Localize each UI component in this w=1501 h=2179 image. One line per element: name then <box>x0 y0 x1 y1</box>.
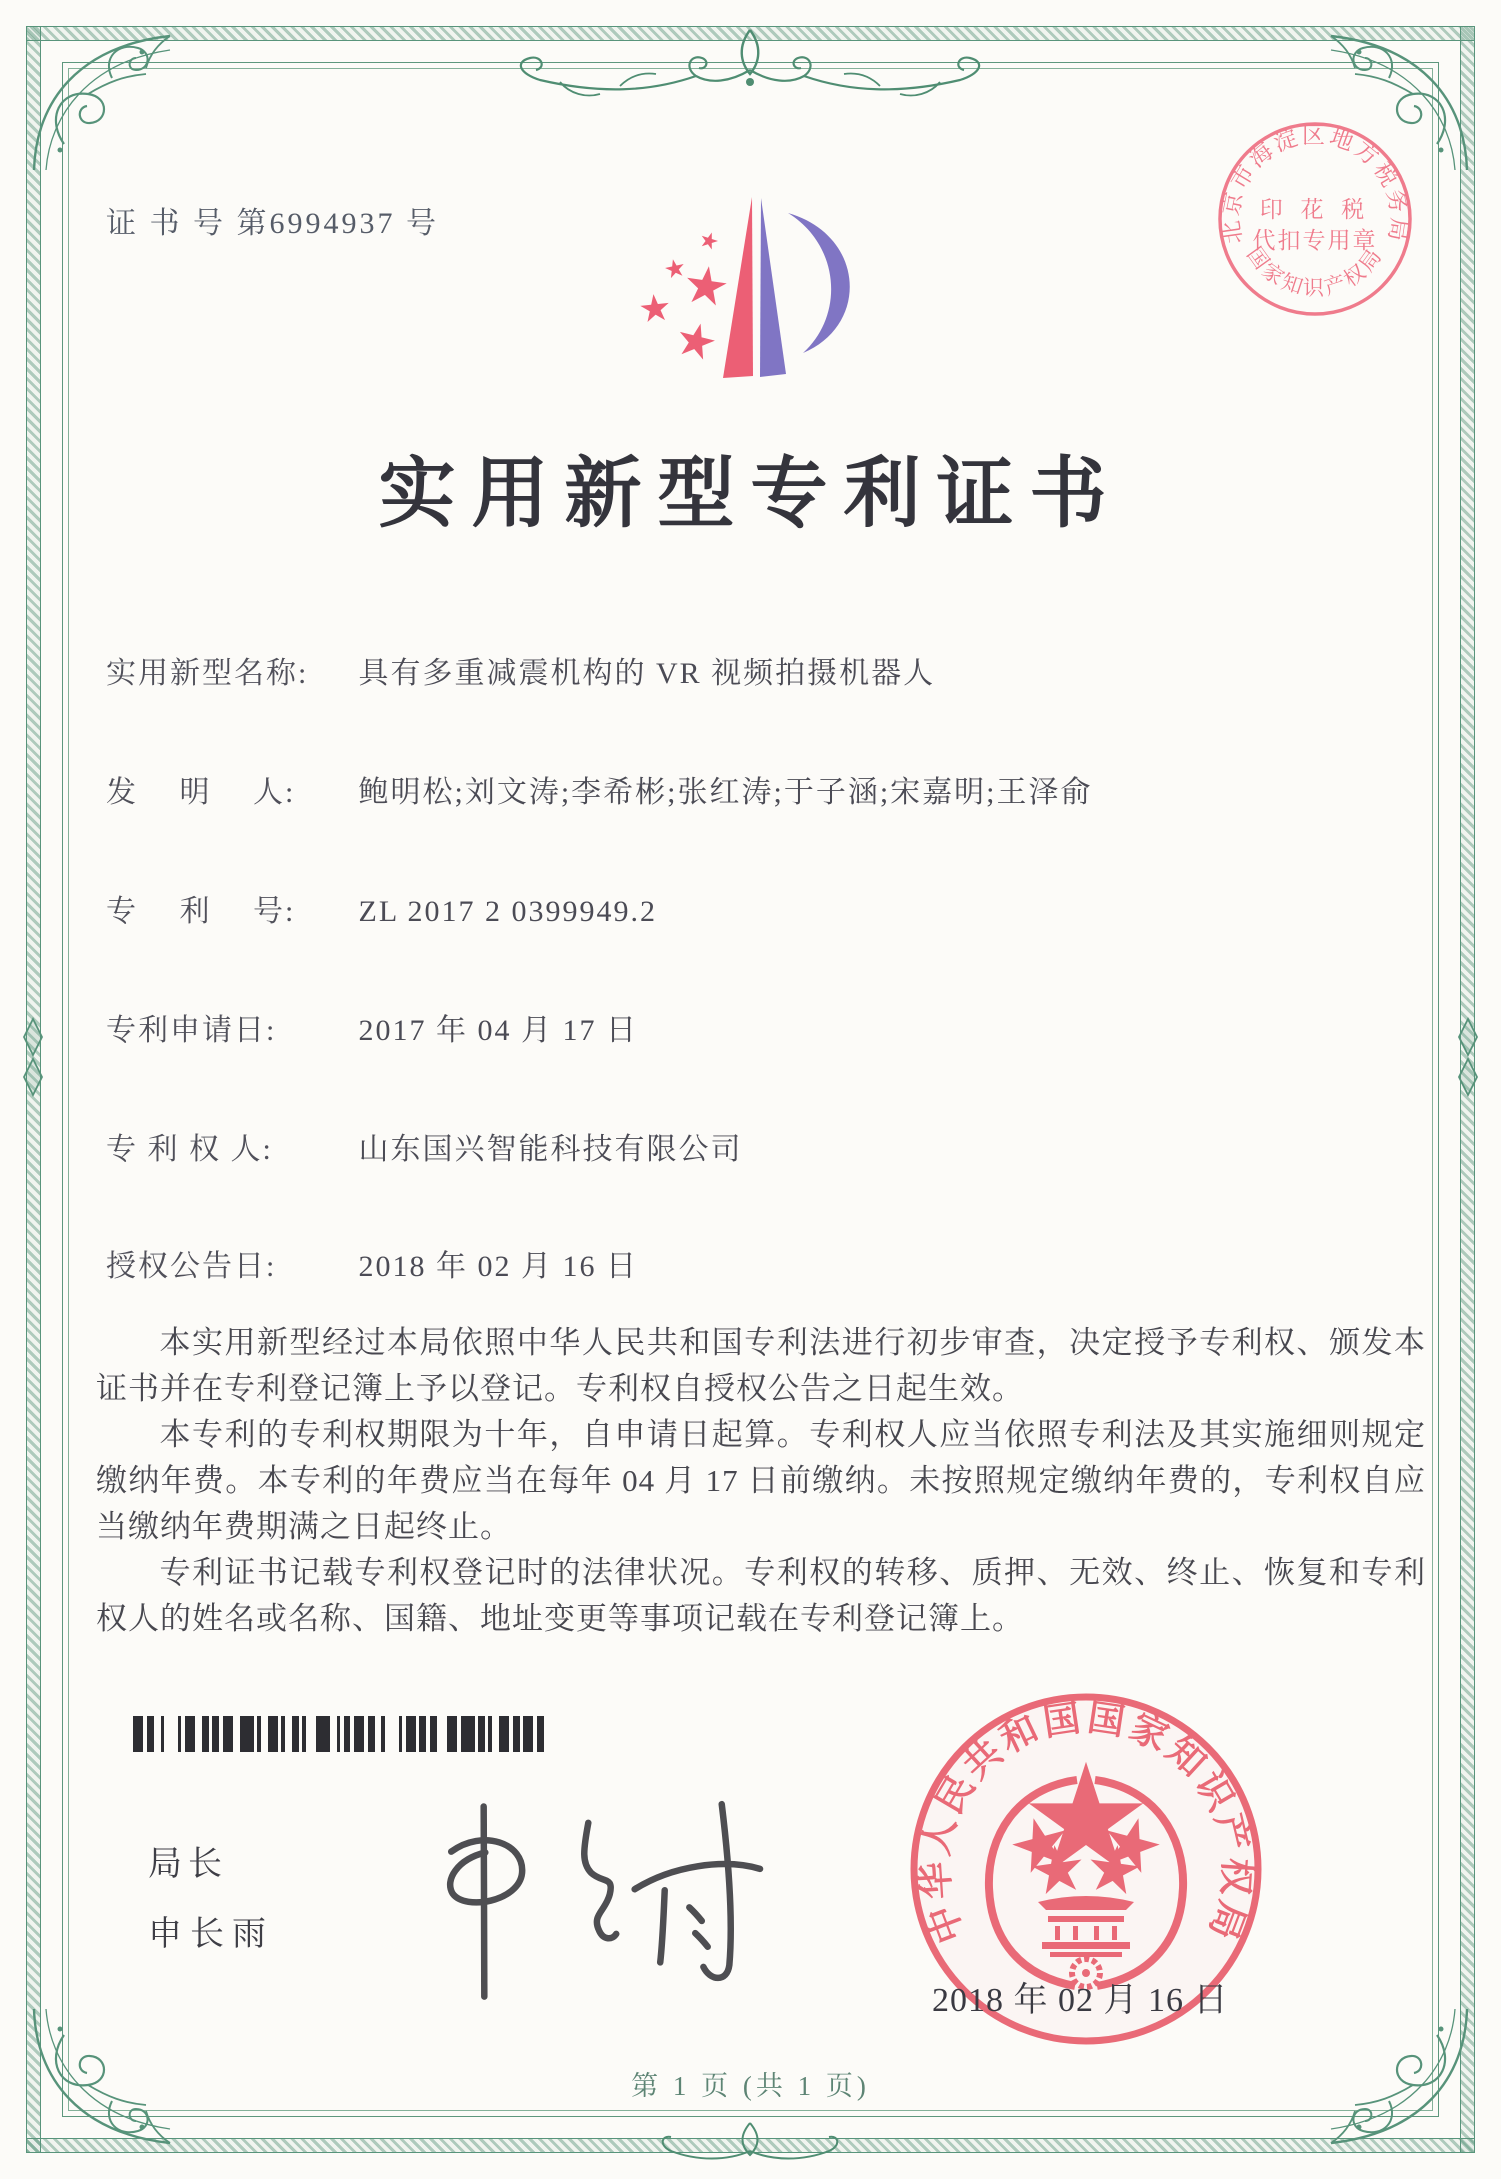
logo-p-bowl <box>788 213 850 353</box>
legal-paragraph-1: 本实用新型经过本局依照中华人民共和国专利法进行初步审查，决定授予专利权、颁发本证书并在专利登记簿上予以登记。专利权自授权公告之日起生效。 <box>96 1325 1426 1406</box>
field-row-name <box>106 648 1416 692</box>
certificate-title: 实用新型专利证书 <box>378 451 1123 537</box>
logo-red-wedge <box>723 197 753 378</box>
logo-purple-wedge <box>760 198 786 377</box>
director-signature <box>391 1788 778 2011</box>
field-label: 授权公告日: <box>106 1250 277 1283</box>
tax-seal-center-line2: 代扣专用章 <box>1252 228 1378 253</box>
field-row-inventors <box>106 767 1416 811</box>
barcode <box>133 1716 547 1752</box>
field-value: 2017 年 04 月 17 日 <box>358 1014 638 1047</box>
field-value: ZL 2017 2 0399949.2 <box>358 895 658 928</box>
tax-seal-center-line1: 印 花 税 <box>1259 197 1371 222</box>
field-row-patent-no <box>106 886 1416 930</box>
field-label: 专 利 权 人: <box>106 1133 273 1166</box>
field-row-grant-date <box>106 1241 1416 1285</box>
top-center-ornament <box>500 20 1000 115</box>
field-value: 2018 年 02 月 16 日 <box>358 1250 638 1283</box>
bottom-center-ornament <box>635 2117 865 2163</box>
field-row-filing-date <box>106 1005 1416 1049</box>
tax-seal-ring-bottom-text: 国家知识产权局 <box>1242 242 1388 301</box>
page-footer: 第 1 页 (共 1 页) <box>631 2071 870 2101</box>
left-side-ornament <box>20 1015 46 1099</box>
field-value: 鲍明松;刘文涛;李希彬;张红涛;于子涵;宋嘉明;王泽俞 <box>358 776 1093 809</box>
field-value: 具有多重减震机构的 VR 视频拍摄机器人 <box>358 657 936 690</box>
field-label: 发 明 人: <box>106 776 296 809</box>
cnipa-logo <box>620 185 890 385</box>
field-value: 山东国兴智能科技有限公司 <box>358 1133 743 1166</box>
field-label: 专利申请日: <box>106 1014 277 1047</box>
legal-paragraph-2: 本专利的专利权期限为十年，自申请日起算。专利权人应当依照专利法及其实施细则规定缴纳年费。本专利的年费应当在每年 04 月 17 日前缴纳。未按照规定缴纳年费的，专利权自应当缴纳年费期满之日起终止。 <box>96 1417 1426 1544</box>
issue-date: 2018 年 02 月 16 日 <box>932 1982 1229 2019</box>
cnipa-seal-ring-text: 中华人民共和国国家知识产权局 <box>915 1697 1257 1949</box>
logo-stars <box>639 230 728 361</box>
field-label: 实用新型名称: <box>106 657 309 690</box>
director-name: 申长雨 <box>148 1916 274 1953</box>
field-row-patentee <box>106 1124 1416 1168</box>
tax-seal-ring-top-text: 北京市海淀区地方税务局 <box>1218 122 1412 246</box>
director-title: 局长 <box>148 1846 228 1883</box>
corner-ornament-top-left <box>24 24 174 174</box>
tax-stamp-seal <box>1213 117 1417 321</box>
legal-paragraph-3: 专利证书记载专利权登记时的法律状况。专利权的转移、质押、无效、终止、恢复和专利权人的姓名或名称、国籍、地址变更等事项记载在专利登记簿上。 <box>96 1555 1426 1636</box>
field-label: 专 利 号: <box>106 895 296 928</box>
right-side-ornament <box>1455 1015 1481 1099</box>
certificate-number: 证 书 号 第6994937 号 <box>106 207 439 240</box>
legal-text <box>96 1320 1426 1642</box>
